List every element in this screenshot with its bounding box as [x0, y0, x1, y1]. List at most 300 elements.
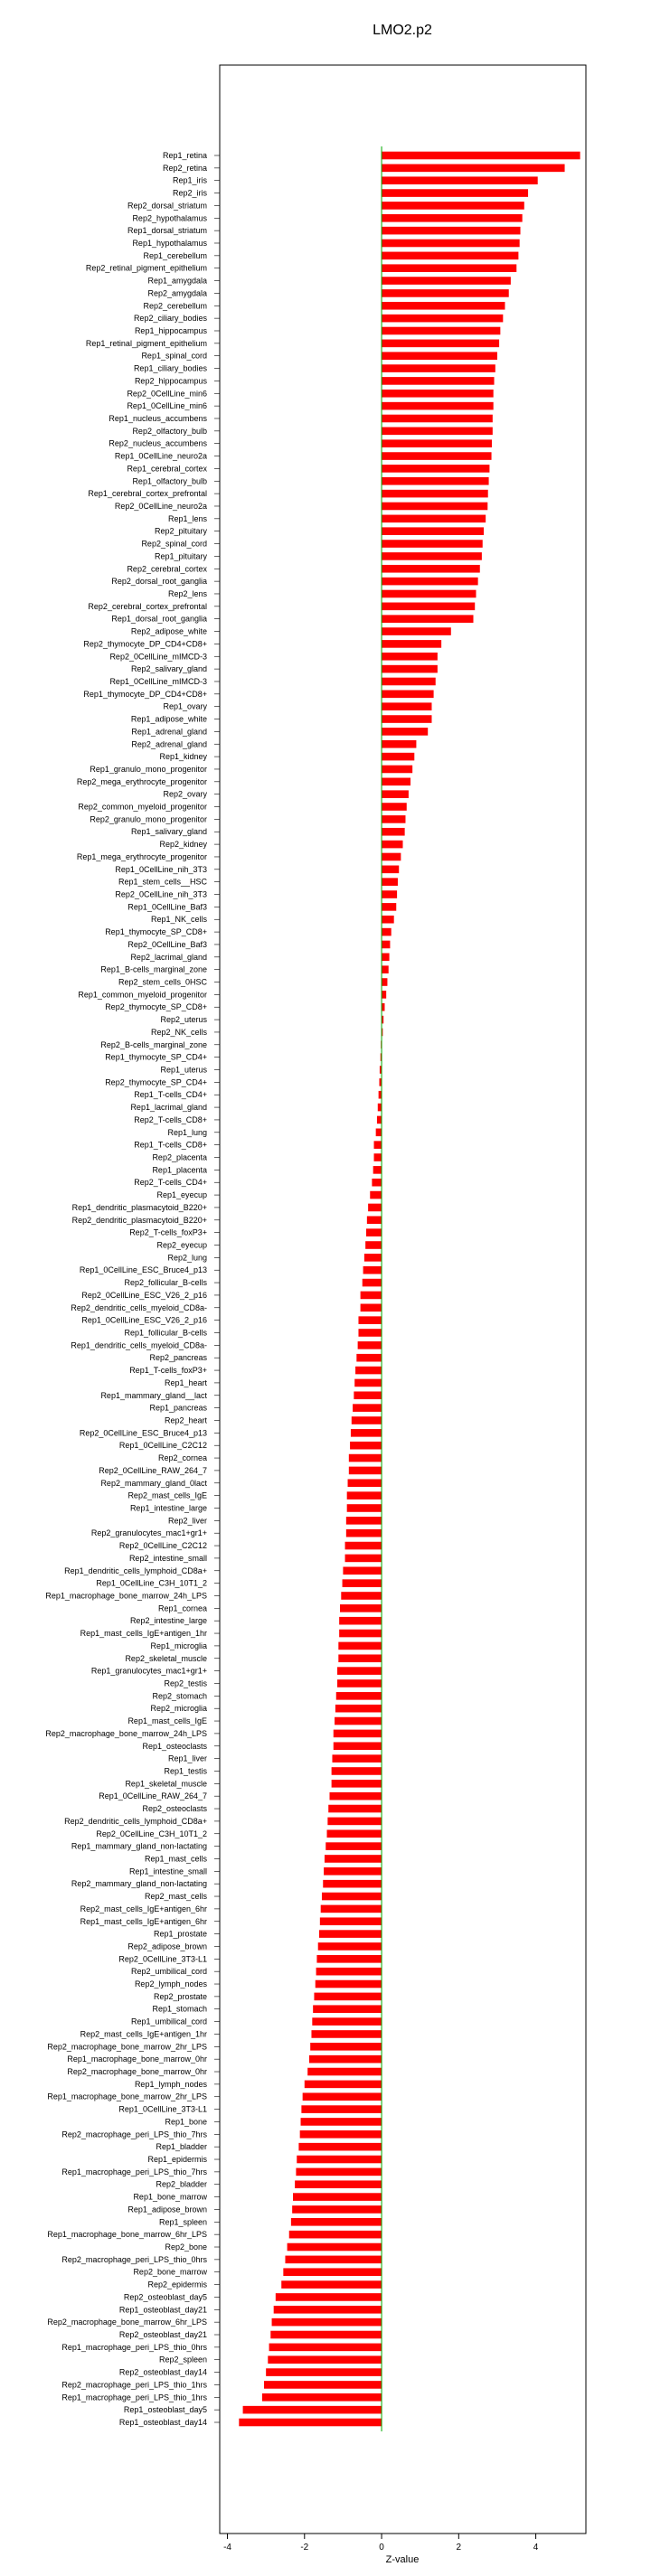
- bar: [374, 1141, 382, 1149]
- bar: [335, 1705, 382, 1713]
- category-label: Rep2_0CellLine_min6: [127, 389, 207, 399]
- category-label: Rep2_olfactory_bulb: [132, 426, 207, 436]
- category-label: Rep2_hypothalamus: [132, 213, 207, 223]
- category-label: Rep2_bone: [165, 2242, 207, 2252]
- category-label: Rep1_T-cells_CD8+: [134, 1140, 207, 1150]
- category-label: Rep1_0CellLine_C3H_10T1_2: [96, 1578, 207, 1588]
- category-label: Rep2_0CellLine_ESC_V26_2_p16: [81, 1290, 207, 1300]
- category-label: Rep1_0CellLine_nih_3T3: [115, 864, 207, 874]
- bar: [354, 1391, 382, 1399]
- category-label: Rep1_cerebral_cortex_prefrontal: [88, 489, 207, 499]
- category-label: Rep2_stem_cells_0HSC: [118, 977, 207, 987]
- category-label: Rep1_retinal_pigment_epithelium: [85, 338, 207, 348]
- bar: [382, 890, 397, 898]
- category-label: Rep2_nucleus_accumbens: [108, 438, 207, 448]
- bar: [349, 1454, 382, 1462]
- bar: [322, 1893, 382, 1901]
- bar: [363, 1266, 382, 1274]
- category-label: Rep2_0CellLine_nih_3T3: [115, 889, 207, 899]
- category-label: Rep1_placenta: [152, 1165, 207, 1175]
- bar: [272, 2318, 382, 2327]
- category-label: Rep2_adrenal_gland: [131, 739, 207, 749]
- category-label: Rep1_intestine_small: [128, 1866, 207, 1876]
- bar: [382, 452, 492, 460]
- bar: [382, 465, 489, 473]
- bar: [382, 552, 482, 560]
- category-label: Rep2_heart: [164, 1415, 207, 1425]
- bar: [289, 2231, 382, 2239]
- category-label: Rep2_macrophage_peri_LPS_thio_0hrs: [61, 2254, 207, 2264]
- bar: [352, 1416, 382, 1424]
- category-label: Rep1_0CellLine_3T3-L1: [118, 2104, 207, 2114]
- category-label: Rep1_heart: [164, 1377, 207, 1387]
- category-label: Rep2_ovary: [163, 789, 207, 799]
- bar: [334, 1730, 382, 1738]
- bar: [358, 1316, 382, 1324]
- category-label: Rep1_spinal_cord: [141, 351, 207, 361]
- bar: [372, 1179, 382, 1187]
- bar-series: [239, 146, 580, 2431]
- bar: [382, 978, 387, 986]
- bar: [305, 2081, 382, 2089]
- category-label: Rep2_mast_cells_IgE+antigen_1hr: [80, 2029, 207, 2039]
- bar: [382, 866, 399, 874]
- category-label: Rep1_prostate: [153, 1929, 207, 1939]
- category-label: Rep2_macrophage_peri_LPS_thio_1hrs: [61, 2380, 207, 2390]
- category-label: Rep2_placenta: [152, 1152, 207, 1162]
- category-label: Rep1_0CellLine_ESC_V26_2_p16: [81, 1315, 207, 1325]
- bar: [382, 941, 390, 949]
- bar: [339, 1617, 382, 1625]
- category-label: Rep2_macrophage_bone_marrow_6hr_LPS: [47, 2317, 207, 2327]
- bar: [382, 640, 441, 648]
- bar: [311, 2030, 382, 2038]
- category-label: Rep2_spinal_cord: [141, 539, 207, 549]
- bar: [318, 1942, 382, 1951]
- category-label: Rep1_T-cells_CD4+: [134, 1090, 207, 1100]
- category-label: Rep1_microglia: [150, 1641, 207, 1650]
- bar: [382, 439, 492, 447]
- bar: [382, 402, 494, 410]
- x-tick-label: 0: [379, 2543, 384, 2552]
- bar: [382, 214, 523, 222]
- bar: [373, 1166, 382, 1174]
- category-label: Rep2_lens: [167, 588, 207, 598]
- plot-frame: [220, 65, 586, 2534]
- bar: [382, 766, 412, 774]
- bar: [382, 878, 398, 886]
- bar: [295, 2180, 382, 2188]
- bar: [382, 327, 500, 335]
- bar: [332, 1767, 382, 1775]
- category-label: Rep2_0CellLine_RAW_264_7: [99, 1465, 207, 1475]
- category-label: Rep1_T-cells_foxP3+: [129, 1366, 207, 1376]
- bar: [382, 778, 410, 786]
- bar: [382, 803, 407, 811]
- category-label: Rep1_mammary_gland_non-lactating: [71, 1841, 207, 1851]
- category-label: Rep1_0CellLine_ESC_Bruce4_p13: [79, 1265, 207, 1275]
- category-label: Rep1_adipose_white: [130, 714, 207, 724]
- category-label: Rep1_eyecup: [156, 1190, 207, 1200]
- category-label: Rep1_macrophage_bone_marrow_6hr_LPS: [47, 2230, 207, 2240]
- bar: [368, 1204, 382, 1212]
- bar: [365, 1241, 382, 1249]
- bar: [270, 2331, 382, 2339]
- bar: [291, 2218, 382, 2226]
- category-label: Rep1_macrophage_bone_marrow_24h_LPS: [45, 1591, 207, 1601]
- category-label: Rep1_macrophage_peri_LPS_thio_0hrs: [61, 2342, 207, 2352]
- category-label: Rep1_macrophage_peri_LPS_thio_1hrs: [61, 2393, 207, 2402]
- bar: [382, 1003, 384, 1011]
- bar: [382, 277, 511, 285]
- category-label: Rep2_common_myeloid_progenitor: [78, 802, 207, 812]
- bar: [353, 1404, 382, 1412]
- category-label: Rep2_T-cells_CD4+: [134, 1178, 207, 1188]
- bar: [382, 503, 487, 511]
- bar: [340, 1604, 382, 1612]
- bar: [338, 1654, 382, 1662]
- bar: [366, 1228, 382, 1236]
- bar: [382, 841, 402, 849]
- bar: [382, 665, 438, 673]
- bar: [314, 1993, 382, 2001]
- bar: [382, 315, 503, 323]
- category-label: Rep1_lacrimal_gland: [130, 1103, 207, 1113]
- category-label: Rep2_0CellLine_Baf3: [127, 939, 207, 949]
- x-axis-label: Z-value: [385, 2554, 420, 2565]
- bar: [382, 202, 524, 210]
- bar: [382, 165, 565, 173]
- category-label: Rep2_mega_erythrocyte_progenitor: [76, 776, 207, 786]
- category-label: Rep2_cornea: [157, 1453, 207, 1463]
- bar: [262, 2393, 382, 2402]
- category-label: Rep2_uterus: [160, 1015, 207, 1025]
- category-label: Rep2_hippocampus: [134, 376, 207, 386]
- bar: [376, 1129, 382, 1137]
- bar: [382, 815, 405, 823]
- bar: [298, 2143, 382, 2151]
- bar: [382, 302, 505, 310]
- category-label: Rep2_dendritic_cells_myeloid_CD8a-: [71, 1302, 207, 1312]
- bar: [378, 1104, 382, 1112]
- category-label: Rep2_dorsal_root_ganglia: [111, 577, 207, 587]
- category-label: Rep1_osteoclasts: [142, 1741, 207, 1751]
- bar: [316, 1955, 382, 1963]
- category-label: Rep1_0CellLine_min6: [127, 401, 207, 411]
- x-axis: [223, 2534, 539, 2552]
- bar: [321, 1905, 382, 1913]
- bar: [264, 2381, 382, 2389]
- category-label: Rep1_osteoblast_day14: [118, 2418, 207, 2427]
- bar: [382, 578, 478, 586]
- bar: [382, 527, 484, 535]
- category-label: Rep2_macrophage_bone_marrow_0hr: [67, 2067, 207, 2077]
- category-label: Rep1_pituitary: [154, 551, 207, 561]
- bar: [337, 1679, 382, 1688]
- bar: [276, 2293, 382, 2301]
- bar: [382, 390, 494, 398]
- bar: [339, 1630, 382, 1638]
- bar: [382, 853, 401, 861]
- category-label: Rep1_olfactory_bulb: [132, 476, 207, 486]
- chart-title: LMO2.p2: [373, 23, 432, 38]
- bar: [382, 615, 473, 623]
- bar: [296, 2168, 382, 2176]
- category-label: Rep1_mast_cells_IgE: [127, 1716, 207, 1726]
- bar: [382, 477, 489, 485]
- category-label: Rep2_liver: [167, 1516, 207, 1526]
- category-label: Rep2_mammary_gland_0lact: [100, 1478, 207, 1488]
- category-label: Rep2_osteoclasts: [142, 1804, 207, 1814]
- bar: [382, 702, 431, 710]
- category-label: Rep1_NK_cells: [150, 915, 207, 925]
- category-label: Rep2_lacrimal_gland: [130, 952, 207, 962]
- category-label: Rep2_granulo_mono_progenitor: [90, 814, 207, 824]
- category-label: Rep2_intestine_small: [128, 1553, 207, 1563]
- bar: [382, 653, 438, 661]
- bar: [349, 1467, 382, 1475]
- category-label: Rep2_granulocytes_mac1+gr1+: [90, 1528, 207, 1538]
- category-label: Rep2_cerebellum: [143, 301, 207, 311]
- bar: [382, 965, 389, 973]
- category-label: Rep1_ovary: [163, 701, 207, 711]
- category-label: Rep2_NK_cells: [150, 1027, 207, 1037]
- category-label: Rep2_lung: [167, 1253, 207, 1263]
- bar: [303, 2092, 382, 2101]
- bar: [343, 1579, 382, 1587]
- category-labels: [45, 151, 220, 2427]
- x-tick-label: 4: [533, 2543, 539, 2552]
- category-label: Rep1_stem_cells__HSC: [118, 877, 207, 887]
- category-label: Rep1_dorsal_root_ganglia: [111, 614, 207, 624]
- bar: [382, 916, 394, 924]
- bar: [346, 1517, 382, 1525]
- category-label: Rep2_0CellLine_C3H_10T1_2: [96, 1829, 207, 1838]
- category-label: Rep2_pituitary: [154, 526, 207, 536]
- bar: [345, 1542, 382, 1550]
- category-label: Rep1_mega_erythrocyte_progenitor: [76, 851, 207, 861]
- category-label: Rep1_mammary_gland__lact: [100, 1390, 207, 1400]
- category-label: Rep2_cerebral_cortex_prefrontal: [88, 601, 207, 611]
- bar: [325, 1855, 382, 1863]
- bar: [239, 2419, 382, 2427]
- bar: [382, 352, 497, 360]
- bar: [268, 2355, 382, 2364]
- bar: [338, 1642, 382, 1650]
- bar: [382, 289, 509, 297]
- bar: [283, 2268, 382, 2276]
- category-label: Rep2_retina: [162, 163, 207, 173]
- category-label: Rep1_epidermis: [147, 2155, 207, 2165]
- category-label: Rep1_pancreas: [149, 1403, 207, 1413]
- bar: [363, 1279, 382, 1287]
- bar: [243, 2406, 382, 2414]
- bar: [382, 954, 390, 962]
- category-label: Rep1_cornea: [157, 1603, 207, 1613]
- category-label: Rep1_granulocytes_mac1+gr1+: [90, 1666, 207, 1676]
- bar: [288, 2243, 382, 2252]
- category-label: Rep2_T-cells_foxP3+: [129, 1227, 207, 1237]
- bar: [382, 364, 495, 372]
- bar: [382, 590, 476, 598]
- category-label: Rep2_adipose_white: [130, 626, 207, 636]
- category-label: Rep2_eyecup: [156, 1240, 207, 1250]
- category-label: Rep1_lens: [167, 513, 207, 523]
- bar: [335, 1717, 382, 1725]
- bar: [382, 691, 434, 699]
- bar: [347, 1491, 382, 1500]
- bar: [337, 1667, 382, 1675]
- bar: [341, 1592, 382, 1600]
- bar: [382, 928, 392, 936]
- category-label: Rep1_thymocyte_SP_CD4+: [105, 1052, 207, 1062]
- category-label: Rep1_skeletal_muscle: [125, 1779, 207, 1789]
- bar: [300, 2130, 382, 2139]
- bar: [382, 490, 488, 498]
- bar: [382, 377, 494, 385]
- category-label: Rep1_thymocyte_SP_CD8+: [105, 927, 207, 937]
- category-label: Rep1_lung: [167, 1127, 207, 1137]
- category-label: Rep2_bone_marrow: [133, 2267, 207, 2277]
- bar: [382, 790, 409, 798]
- bar: [382, 415, 493, 423]
- category-label: Rep1_mast_cells_IgE+antigen_6hr: [80, 1916, 207, 1926]
- bar: [281, 2280, 382, 2289]
- category-label: Rep2_pancreas: [149, 1353, 207, 1363]
- category-label: Rep2_macrophage_bone_marrow_2hr_LPS: [47, 2042, 207, 2052]
- category-label: Rep1_macrophage_bone_marrow_2hr_LPS: [47, 2092, 207, 2101]
- bar: [326, 1842, 382, 1850]
- bar: [309, 2055, 382, 2064]
- category-label: Rep1_testis: [164, 1766, 207, 1776]
- category-label: Rep1_cerebellum: [143, 250, 207, 260]
- bar: [312, 2017, 382, 2026]
- bar: [377, 1116, 382, 1124]
- category-label: Rep1_uterus: [160, 1065, 207, 1075]
- category-label: Rep2_epidermis: [147, 2280, 207, 2289]
- category-label: Rep2_osteoblast_day14: [118, 2367, 207, 2377]
- category-label: Rep2_thymocyte_DP_CD4+CD8+: [83, 639, 207, 649]
- category-label: Rep2_mammary_gland_non-lactating: [71, 1879, 207, 1889]
- category-label: Rep2_0CellLine_neuro2a: [114, 501, 207, 511]
- bar: [292, 2205, 382, 2214]
- bar: [382, 828, 405, 836]
- category-label: Rep2_skeletal_muscle: [125, 1653, 207, 1663]
- category-label: Rep2_intestine_large: [129, 1616, 207, 1626]
- bar: [382, 227, 520, 235]
- bar: [328, 1805, 382, 1813]
- bar: [269, 2344, 382, 2352]
- bar: [266, 2368, 382, 2376]
- category-label: Rep1_0CellLine_neuro2a: [114, 451, 207, 461]
- category-label: Rep2_mast_cells_IgE: [127, 1490, 207, 1500]
- bar: [382, 627, 451, 635]
- category-label: Rep1_intestine_large: [129, 1503, 207, 1513]
- category-label: Rep2_0CellLine_mIMCD-3: [109, 652, 207, 662]
- bar: [382, 264, 516, 272]
- bar: [351, 1429, 382, 1437]
- bar: [301, 2118, 382, 2126]
- bar: [382, 515, 486, 523]
- category-label: Rep1_thymocyte_DP_CD4+CD8+: [83, 689, 207, 699]
- bar: [307, 2068, 382, 2076]
- category-label: Rep1_macrophage_bone_marrow_0hr: [67, 2054, 207, 2064]
- category-label: Rep2_kidney: [159, 840, 207, 850]
- bar: [382, 753, 414, 761]
- bar: [382, 903, 396, 911]
- category-label: Rep1_nucleus_accumbens: [108, 413, 207, 423]
- bar: [319, 1930, 382, 1938]
- category-label: Rep1_dendritic_cells_myeloid_CD8a-: [71, 1340, 207, 1350]
- category-label: Rep2_0CellLine_ESC_Bruce4_p13: [79, 1428, 207, 1438]
- bar: [382, 565, 480, 573]
- bar: [345, 1555, 382, 1563]
- category-label: Rep2_dendritic_cells_lymphoid_CD8a+: [64, 1816, 207, 1826]
- category-label: Rep2_prostate: [153, 1991, 207, 2001]
- bar: [330, 1792, 382, 1800]
- bar: [274, 2306, 382, 2314]
- category-label: Rep2_umbilical_cord: [130, 1967, 207, 1977]
- bar: [348, 1479, 382, 1487]
- category-label: Rep2_follicular_B-cells: [124, 1278, 207, 1288]
- bar: [382, 189, 528, 197]
- bar: [310, 2043, 382, 2051]
- bar: [297, 2156, 382, 2164]
- category-label: Rep1_lymph_nodes: [134, 2079, 207, 2089]
- bar: [356, 1354, 382, 1362]
- category-label: Rep2_macrophage_peri_LPS_thio_7hrs: [61, 2129, 207, 2139]
- category-label: Rep2_0CellLine_C2C12: [118, 1541, 207, 1551]
- bar: [358, 1329, 382, 1337]
- category-label: Rep1_0CellLine_RAW_264_7: [99, 1791, 207, 1801]
- category-label: Rep1_0CellLine_mIMCD-3: [109, 676, 207, 686]
- bar: [361, 1303, 382, 1312]
- x-tick-label: 2: [456, 2543, 462, 2552]
- bar: [382, 991, 386, 999]
- bar: [382, 176, 538, 184]
- bar: [370, 1191, 382, 1199]
- category-label: Rep1_iris: [172, 175, 207, 185]
- category-label: Rep1_B-cells_marginal_zone: [100, 964, 207, 974]
- bar: [350, 1442, 382, 1450]
- category-label: Rep2_retinal_pigment_epithelium: [85, 263, 207, 273]
- x-tick-label: -2: [300, 2543, 309, 2552]
- category-label: Rep1_dorsal_striatum: [127, 226, 207, 236]
- category-label: Rep2_stomach: [152, 1691, 207, 1701]
- bar: [313, 2005, 382, 2013]
- category-label: Rep2_dendritic_plasmacytoid_B220+: [71, 1215, 207, 1225]
- bar: [367, 1216, 382, 1224]
- category-label: Rep2_bladder: [156, 2179, 207, 2189]
- bar: [364, 1254, 382, 1262]
- bar: [382, 240, 520, 248]
- category-label: Rep1_0CellLine_C2C12: [118, 1441, 207, 1451]
- category-label: Rep1_0CellLine_Baf3: [127, 902, 207, 912]
- category-label: Rep2_cerebral_cortex: [127, 564, 207, 574]
- category-label: Rep1_stomach: [152, 2004, 207, 2014]
- bar: [382, 678, 436, 686]
- category-label: Rep1_bone: [165, 2117, 207, 2127]
- x-tick-label: -4: [223, 2543, 231, 2552]
- category-label: Rep2_amygdala: [147, 288, 207, 298]
- bar: [285, 2256, 382, 2264]
- category-label: Rep2_ciliary_bodies: [133, 314, 207, 324]
- category-label: Rep1_osteoblast_day21: [118, 2305, 207, 2315]
- bar: [382, 428, 493, 436]
- category-label: Rep2_0CellLine_3T3-L1: [118, 1954, 207, 1964]
- category-label: Rep1_hypothalamus: [132, 238, 207, 248]
- category-label: Rep1_bone_marrow: [133, 2192, 207, 2202]
